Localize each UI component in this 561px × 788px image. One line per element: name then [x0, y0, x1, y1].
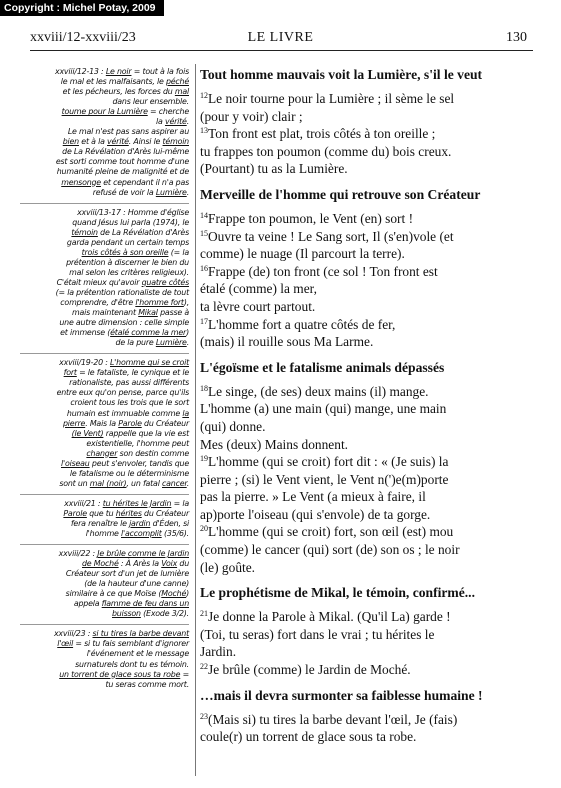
verse-line: [200, 228, 535, 246]
note-text: le mal et les malfaisants, le: [60, 77, 166, 87]
note-text: d'Éden, si: [150, 518, 189, 528]
verse-text: (Toi, tu seras) fort dans le vrai ; tu hérites le: [200, 626, 435, 642]
verse-number: 23: [200, 711, 208, 721]
note-text: .: [186, 187, 189, 197]
note-text: une autre dimension : celle simple: [59, 318, 189, 328]
note-line: [20, 167, 189, 177]
underlined-term: témoin: [162, 137, 189, 147]
verse-line: [200, 471, 535, 489]
underlined-term: (le Vent): [71, 428, 104, 438]
note-text: (35/6).: [161, 529, 189, 539]
note-line: [20, 97, 189, 107]
verse-text: ta lèvre court partout.: [200, 298, 316, 314]
note-text: ): [186, 589, 189, 599]
verse-line: [200, 90, 535, 108]
note-text: (de la hauteur d'une canne): [84, 579, 189, 589]
note-text: est sorti comme tout homme d'une: [55, 157, 189, 167]
verse-number: 22: [200, 662, 208, 672]
commentary-note: [20, 67, 189, 203]
note-line: [20, 629, 189, 639]
verse-line: [200, 125, 535, 143]
underlined-term: Je brûle comme le Jardin: [97, 549, 189, 559]
note-line: [20, 278, 189, 288]
note-text: ),: [183, 298, 189, 308]
copyright-banner: Copyright : Michel Potay, 2009: [0, 0, 164, 16]
note-line: [20, 649, 189, 659]
underlined-term: flamme de feu dans un: [101, 599, 189, 609]
verse-line: [200, 280, 535, 298]
underlined-term: pierre: [63, 418, 86, 428]
note-line: [20, 609, 189, 619]
underlined-term: hérites: [115, 508, 142, 518]
verse-text: Le singe, (de ses) deux mains (il) mange.: [208, 383, 429, 399]
note-line: [20, 680, 189, 690]
note-line: [20, 188, 189, 198]
note-text: passe à: [157, 308, 189, 318]
note-text: = la: [171, 498, 189, 508]
note-text: C'était mieux qu'avoir: [56, 277, 142, 287]
verse-line: [200, 400, 535, 418]
underlined-term: L'homme qui se croit: [109, 358, 189, 368]
note-text: entre eux qu'on pense, parce qu'ils: [56, 388, 189, 398]
note-text: Le mal n'est pas sans aspirer au: [67, 127, 189, 137]
underlined-term: Lumière: [155, 187, 187, 197]
note-line: [20, 639, 189, 649]
note-text: . Mais la: [85, 418, 119, 428]
commentary-note: [20, 624, 189, 694]
note-text: =: [180, 669, 189, 679]
underlined-term: mal (noir): [89, 478, 127, 488]
note-text: Créateur sort d'un jet de lumière: [65, 569, 189, 579]
verse-line: [200, 418, 535, 436]
note-text: que tu: [86, 508, 116, 518]
column-divider: [195, 64, 196, 776]
verse-number: 14: [200, 210, 208, 220]
note-line: [20, 218, 189, 228]
verse-text: pierre ; (si) le Vent vient, le Vent n(')e(m)porte: [200, 471, 449, 487]
note-text: . Ainsi le: [128, 137, 163, 147]
underlined-term: témoin: [71, 227, 98, 237]
note-line: [20, 117, 189, 127]
verse-text: L'homme (qui se croit) fort dit : « (Je suis) la: [208, 454, 449, 470]
verse-text: L'homme (a) une main (qui) mange, une main: [200, 401, 447, 417]
verse-line: [200, 608, 535, 626]
verse-text: (le) goûte.: [200, 559, 256, 575]
underlined-term: toume pour la Lumière: [61, 107, 148, 117]
note-line: [20, 549, 189, 559]
underlined-term: Parole: [118, 418, 142, 428]
note-line: [20, 519, 189, 529]
underlined-term: tu hérites le Jardin: [102, 498, 172, 508]
note-line: [20, 388, 189, 398]
note-line: [20, 298, 189, 308]
underlined-term: de Moché: [82, 559, 119, 569]
underlined-term: un torrent de glace sous ta robe: [59, 669, 181, 679]
note-line: [20, 228, 189, 238]
verse-line: [200, 559, 535, 577]
note-line: [20, 368, 189, 378]
note-text: mal selon les critères religieux).: [69, 267, 189, 277]
verse-text: L'homme (qui se croit) fort, son œil (est) mou: [208, 524, 454, 540]
section-heading: Le prophétisme de Mikal, le témoin, confirmé...: [200, 585, 475, 601]
verse-text: (pour y voir) clair ;: [200, 108, 303, 124]
underlined-term: l'accomplit: [121, 529, 162, 539]
verse-line: [200, 383, 535, 401]
underlined-term: quatre côtés: [141, 277, 189, 287]
note-text: rappelle que la vie est: [103, 428, 189, 438]
section-heading: Merveille de l'homme qui retrouve son Créateur: [200, 186, 481, 202]
note-text: et immense (: [60, 328, 111, 338]
verse-text: tu frappes ton poumon (comme du) bois creux.: [200, 143, 452, 159]
verse-line: [200, 143, 535, 161]
underlined-term: fort: [63, 368, 77, 378]
note-text: (= la prétention rationaliste de tout: [55, 287, 189, 297]
note-line: [20, 178, 189, 188]
note-text: humain est immuable comme: [66, 408, 183, 418]
verse-text: (mais) il rouille sous Ma Larme.: [200, 334, 374, 350]
verse-line: [200, 626, 535, 644]
underlined-term: Mikal: [138, 308, 158, 318]
note-line: [20, 288, 189, 298]
note-line: [20, 238, 189, 248]
note-text: dans leur ensemble.: [112, 97, 189, 107]
note-text: = le fataliste, le cynique et le: [76, 368, 189, 378]
underlined-term: l'homme fort: [135, 298, 184, 308]
note-text: (= la: [168, 247, 189, 257]
note-text: peut s'envoler, tandis que: [89, 458, 189, 468]
verse-line: [200, 108, 535, 126]
verse-text: Frappe ton poumon, le Vent (en) sort !: [208, 210, 414, 226]
underlined-term: Voix: [161, 559, 178, 569]
note-line: [20, 459, 189, 469]
commentary-note: [20, 353, 189, 494]
verse-line: [200, 333, 535, 351]
note-text: existentielle, l'homme peut: [86, 438, 189, 448]
verse-text: coule(r) un torrent de glace sous ta robe.: [200, 729, 417, 745]
note-line: [20, 670, 189, 680]
verse-line: [200, 453, 535, 471]
verse-line: [200, 506, 535, 524]
verse-range: xxviii/12-xxviii/23: [30, 30, 136, 45]
verse-number: 16: [200, 263, 208, 273]
note-line: [20, 127, 189, 137]
note-line: [20, 378, 189, 388]
underlined-term: trois côtés à son oreille: [81, 247, 169, 257]
underlined-term: Moché: [161, 589, 187, 599]
note-text: le fatalisme ou le déterminisme: [69, 468, 189, 478]
note-text: rationaliste, pas aussi différents: [69, 378, 189, 388]
verse-text: (Pourtant) tu as la Lumière.: [200, 161, 348, 177]
verse-text: Frappe (de) ton front (ce sol ! Ton front est: [208, 263, 438, 279]
note-text: de la pure: [115, 338, 156, 348]
verse-line: [200, 245, 535, 263]
note-text: garda pendant un certain temps: [66, 237, 189, 247]
underlined-term: vérité: [164, 117, 187, 127]
note-text: xxviii/22 :: [58, 549, 98, 559]
note-line: [20, 469, 189, 479]
underlined-term: Le noir: [105, 67, 132, 76]
scripture-column: [200, 66, 535, 746]
verse-text: comme) le nuage (Il parcourt la terre).: [200, 246, 405, 262]
verse-text: pas la pierre. » Le Vent (a mieux à faire, il: [200, 489, 426, 505]
verse-text: Mes (deux) Mains donnent.: [200, 436, 349, 452]
note-text: du Créateur: [141, 418, 189, 428]
note-text: xxviii/19-20 :: [59, 358, 110, 368]
note-text: : À Arès la: [118, 559, 162, 569]
note-line: [20, 208, 189, 218]
note-line: [20, 328, 189, 338]
verse-text: Jardin.: [200, 644, 237, 660]
note-text: , un fatal: [126, 478, 162, 488]
verse-number: 12: [200, 91, 208, 100]
section-heading: …mais il devra surmonter sa faiblesse humaine !: [200, 687, 483, 703]
verse-text: (qui) donne.: [200, 418, 266, 434]
verse-line: [200, 523, 535, 541]
note-text: .: [186, 478, 189, 488]
verse-line: [200, 661, 535, 679]
note-line: [20, 87, 189, 97]
note-line: [20, 419, 189, 429]
note-text: sont un: [59, 478, 90, 488]
verse-line: [200, 210, 535, 228]
note-line: [20, 358, 189, 368]
note-line: [20, 268, 189, 278]
underlined-term: l'oiseau: [61, 458, 90, 468]
commentary-note: [20, 203, 189, 354]
verse-line: [200, 160, 535, 178]
note-line: [20, 67, 189, 77]
verse-text: (comme) le cancer (qui) sort (de) son os ; le noir: [200, 542, 460, 558]
note-text: l'événement et le message: [86, 649, 189, 659]
note-line: [20, 398, 189, 408]
note-text: refusé de voir la: [92, 187, 156, 197]
commentary-note: [20, 494, 189, 544]
note-text: appela: [73, 599, 102, 609]
note-text: xxviii/21 :: [64, 498, 103, 508]
underlined-term: buisson: [112, 609, 141, 619]
underlined-term: Parole: [63, 508, 87, 518]
verse-text: ap)porte l'oiseau (qui s'envole) de ta gorge.: [200, 506, 431, 522]
note-text: humanité pleine de malignité et de: [56, 167, 189, 177]
underlined-term: cancer: [162, 478, 187, 488]
page-number: 130: [506, 30, 527, 45]
note-text: prétention à discerner le bien du: [66, 257, 189, 267]
note-line: [20, 660, 189, 670]
note-line: [20, 569, 189, 579]
note-text: et à la: [78, 137, 108, 147]
note-line: [20, 479, 189, 489]
verse-number: 20: [200, 524, 208, 534]
underlined-term: si tu tires la barbe devant: [92, 629, 189, 639]
note-text: l'homme: [85, 529, 122, 539]
verse-text: Je brûle (comme) le Jardin de Moché.: [208, 662, 411, 678]
note-text: et cependant il n'a pas: [100, 177, 189, 187]
verse-number: 18: [200, 383, 208, 393]
note-line: [20, 107, 189, 117]
verse-line: [200, 643, 535, 661]
note-line: [20, 137, 189, 147]
note-line: [20, 589, 189, 599]
note-text: quand Jésus lui parla (1974), le: [72, 217, 189, 227]
note-line: [20, 579, 189, 589]
note-text: surnaturels dont tu es témoin.: [75, 659, 189, 669]
note-line: [20, 248, 189, 258]
commentary-column: [20, 67, 189, 695]
note-text: du Créateur: [141, 508, 189, 518]
note-text: son destin comme: [117, 448, 189, 458]
note-line: [20, 499, 189, 509]
underlined-term: mal: [174, 87, 189, 97]
note-line: [20, 559, 189, 569]
note-line: [20, 308, 189, 318]
note-text: similaire à ce que Moïse (: [65, 589, 162, 599]
note-text: comprendre, d'être: [60, 298, 136, 308]
note-line: [20, 509, 189, 519]
note-line: [20, 429, 189, 439]
book-title: LE LIVRE: [247, 30, 314, 45]
verse-number: 15: [200, 228, 208, 238]
verse-number: 19: [200, 454, 208, 464]
note-line: [20, 409, 189, 419]
verse-text: Ton front est plat, trois côtés à ton oreille ;: [208, 126, 436, 142]
verse-line: [200, 541, 535, 559]
verse-line: [200, 316, 535, 334]
note-text: = si tu fais semblant d'ignorer: [73, 639, 189, 649]
note-line: [20, 318, 189, 328]
note-text: xxviii/12-13 :: [54, 67, 106, 76]
note-line: [20, 439, 189, 449]
note-text: tu seras comme mort.: [105, 679, 189, 689]
commentary-note: [20, 544, 189, 624]
verse-text: Le noir tourne pour la Lumière ; il sème le sel: [208, 91, 455, 106]
note-line: [20, 258, 189, 268]
note-text: .: [186, 117, 189, 127]
verse-line: [200, 711, 535, 729]
note-text: du: [177, 559, 189, 569]
verse-number: 17: [200, 316, 208, 326]
note-text: croient tous les trois que le sort: [70, 398, 189, 408]
underlined-term: Lumière: [155, 338, 187, 348]
note-text: = tout à la fois: [131, 67, 189, 76]
header-rule: [30, 50, 533, 51]
underlined-term: bien: [62, 137, 79, 147]
verse-line: [200, 298, 535, 316]
section-heading: L'égoïsme et le fatalisme animals dépassés: [200, 359, 445, 375]
note-line: [20, 529, 189, 539]
note-text: fera renaître le: [70, 518, 130, 528]
verse-line: [200, 436, 535, 454]
note-text: ): [186, 328, 189, 338]
underlined-term: mensonge: [61, 177, 101, 187]
verse-text: L'homme fort a quatre côtés de fer,: [208, 316, 396, 332]
underlined-term: jardin: [129, 518, 151, 528]
note-text: (Exode 3/2).: [140, 609, 189, 619]
verse-text: Je donne la Parole à Mikal. (Qu'il La) garde !: [208, 609, 451, 625]
underlined-term: vérité: [107, 137, 129, 147]
note-line: [20, 147, 189, 157]
note-line: [20, 338, 189, 348]
underlined-term: changer: [86, 448, 118, 458]
verse-text: Ouvre ta veine ! Le Sang sort, Il (s'en)vole (et: [208, 228, 454, 244]
underlined-term: la: [182, 408, 189, 418]
note-text: et les pécheurs, les forces du: [62, 87, 175, 97]
section-heading: Tout homme mauvais voit la Lumière, s'il le veut: [200, 67, 483, 82]
note-text: mais maintenant: [71, 308, 139, 318]
underlined-term: l'œil: [57, 639, 74, 649]
underlined-term: étalé comme la mer: [110, 328, 187, 338]
verse-number: 13: [200, 126, 208, 136]
note-text: xxviii/23 :: [53, 629, 93, 639]
note-line: [20, 157, 189, 167]
verse-line: [200, 728, 535, 746]
note-text: = cherche: [147, 107, 189, 117]
note-line: [20, 77, 189, 87]
note-text: de La Révélation d'Arès: [97, 227, 189, 237]
verse-text: étalé (comme) la mer,: [200, 281, 317, 297]
note-text: xxviii/13-17 : Homme d'église: [77, 207, 189, 217]
note-text: .: [186, 338, 189, 348]
note-text: la: [156, 117, 165, 127]
note-text: de La Révélation d'Arès lui-même: [62, 147, 189, 157]
note-line: [20, 599, 189, 609]
verse-line: [200, 488, 535, 506]
note-line: [20, 449, 189, 459]
verse-number: 21: [200, 609, 208, 619]
underlined-term: péché: [165, 77, 189, 87]
verse-text: (Mais si) tu tires la barbe devant l'œil, Je (fais): [208, 711, 458, 727]
verse-line: [200, 263, 535, 281]
